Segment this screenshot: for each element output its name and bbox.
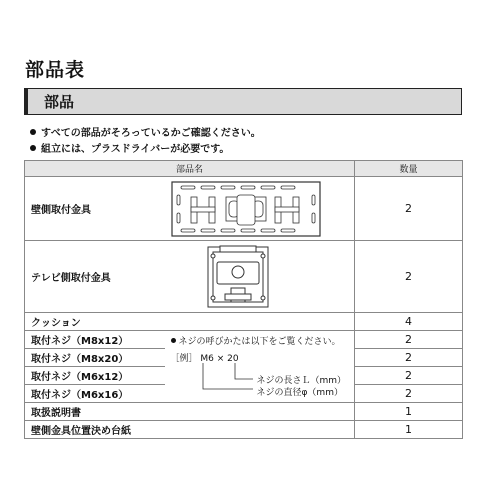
part-name-cell xyxy=(25,241,165,313)
table-row xyxy=(25,313,463,331)
bullet-icon xyxy=(30,145,36,151)
table-row xyxy=(25,421,463,439)
note-text: すべての部品がそろっているかご確認ください。 xyxy=(41,128,261,139)
part-image-cell xyxy=(165,421,355,439)
part-name: 取付ネジ（M6x12） xyxy=(31,372,129,383)
bullet-icon xyxy=(30,129,36,135)
quantity-cell: 2 xyxy=(355,177,463,241)
quantity-cell: 1 xyxy=(355,403,463,421)
part-name: テレビ側取付金具 xyxy=(31,273,111,284)
header-part-name: 部品名 xyxy=(25,161,355,177)
quantity-cell: 1 xyxy=(355,421,463,439)
part-name: 壁側金具位置決め台紙 xyxy=(31,426,131,437)
part-name-cell xyxy=(25,177,165,241)
part-name: 取付ネジ（M8x20） xyxy=(31,354,129,365)
part-image-cell xyxy=(165,403,355,421)
note-item xyxy=(30,140,229,155)
quantity-cell: 2 xyxy=(355,385,463,403)
screw-diameter-label: ネジの直径φ（mm） xyxy=(256,388,343,398)
part-name-cell xyxy=(25,403,165,421)
screw-length-label: ネジの長さＬ（mm） xyxy=(256,376,347,386)
wall-bracket-image xyxy=(171,181,321,237)
part-name: 取扱説明書 xyxy=(31,408,81,419)
part-image-cell xyxy=(165,313,355,331)
section-title: 部品 xyxy=(44,93,75,111)
part-name: 取付ネジ（M6x16） xyxy=(31,390,129,401)
part-name-cell xyxy=(25,421,165,439)
table-row xyxy=(25,331,463,349)
table-row xyxy=(25,241,463,313)
table-row xyxy=(25,403,463,421)
table-row xyxy=(25,177,463,241)
screw-note-title-text: ネジの呼びかたは以下をご覧ください。 xyxy=(178,337,341,347)
quantity-cell: 2 xyxy=(355,331,463,349)
quantity-cell: 4 xyxy=(355,313,463,331)
screw-note-cell xyxy=(165,331,355,403)
part-name-cell xyxy=(25,367,165,385)
part-name: 壁側取付金具 xyxy=(31,205,91,216)
part-image-cell xyxy=(165,177,355,241)
part-name-cell xyxy=(25,313,165,331)
quantity-cell: 2 xyxy=(355,367,463,385)
part-name-cell xyxy=(25,385,165,403)
example-value: M6 × 20 xyxy=(200,354,239,364)
note-item xyxy=(30,124,261,139)
part-name-cell xyxy=(25,331,165,349)
screw-note-title xyxy=(171,334,341,347)
note-text: 組立には、プラスドライバーが必要です。 xyxy=(41,144,230,155)
part-image-cell xyxy=(165,241,355,313)
part-name: クッション xyxy=(31,318,81,329)
example-label: ［例］ xyxy=(170,354,198,364)
page-title: 部品表 xyxy=(25,59,86,81)
quantity-cell: 2 xyxy=(355,241,463,313)
section-header xyxy=(24,88,462,115)
quantity-cell: 2 xyxy=(355,349,463,367)
tv-bracket-image xyxy=(205,244,271,310)
part-name: 取付ネジ（M8x12） xyxy=(31,336,129,347)
bullet-icon xyxy=(171,338,176,343)
parts-table xyxy=(24,160,463,439)
header-quantity: 数量 xyxy=(355,161,463,177)
part-name-cell xyxy=(25,349,165,367)
table-header-row xyxy=(25,161,463,177)
